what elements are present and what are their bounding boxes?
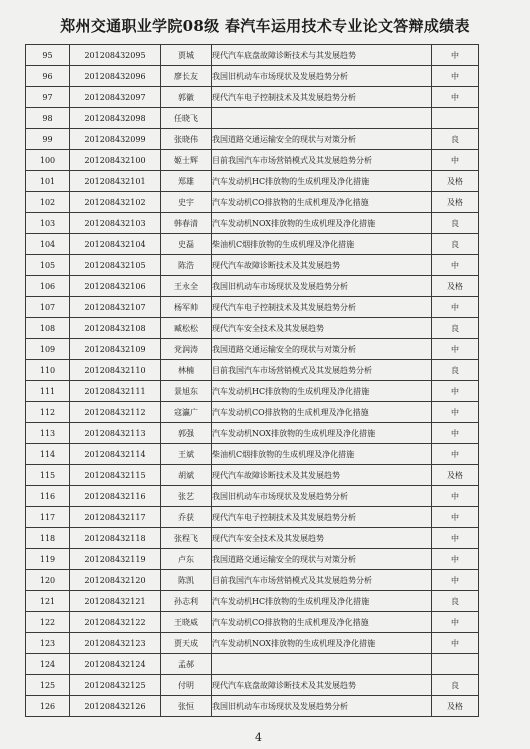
student-id: 201208432112	[70, 402, 161, 423]
thesis-topic: 我国道路交通运输安全的现状与对策分析	[212, 339, 432, 360]
row-number: 98	[26, 108, 70, 129]
student-id: 201208432124	[70, 654, 161, 675]
student-name: 张晓伟	[161, 129, 212, 150]
student-id: 201208432122	[70, 612, 161, 633]
defense-grade: 中	[432, 297, 479, 318]
defense-grade: 良	[432, 591, 479, 612]
student-id: 201208432118	[70, 528, 161, 549]
defense-grade: 中	[432, 612, 479, 633]
row-number: 126	[26, 696, 70, 717]
thesis-topic: 汽车发动机CO排放物的生成机理及净化措施	[212, 192, 432, 213]
student-id: 201208432117	[70, 507, 161, 528]
student-name: 乔获	[161, 507, 212, 528]
thesis-topic: 目前我国汽车市场营销模式及其发展趋势分析	[212, 360, 432, 381]
student-id: 201208432110	[70, 360, 161, 381]
row-number: 122	[26, 612, 70, 633]
table-row	[26, 696, 479, 717]
student-id: 201208432100	[70, 150, 161, 171]
student-name: 党润涛	[161, 339, 212, 360]
table-row	[26, 612, 479, 633]
row-number: 115	[26, 465, 70, 486]
student-id: 201208432104	[70, 234, 161, 255]
thesis-topic: 汽车发动机HC排放物的生成机理及净化措施	[212, 591, 432, 612]
row-number: 120	[26, 570, 70, 591]
thesis-topic: 现代汽车电子控制技术及其发展趋势分析	[212, 87, 432, 108]
defense-grade: 中	[432, 444, 479, 465]
row-number: 123	[26, 633, 70, 654]
student-id: 201208432114	[70, 444, 161, 465]
student-name: 张恒	[161, 696, 212, 717]
student-id: 201208432096	[70, 66, 161, 87]
table-row	[26, 339, 479, 360]
student-name: 付明	[161, 675, 212, 696]
thesis-topic: 我国旧机动车市场现状及发展趋势分析	[212, 696, 432, 717]
thesis-topic: 现代汽车电子控制技术及其发展趋势分析	[212, 297, 432, 318]
table-row	[26, 528, 479, 549]
table-row	[26, 423, 479, 444]
student-name: 张艺	[161, 486, 212, 507]
table-row	[26, 318, 479, 339]
defense-grade: 及格	[432, 696, 479, 717]
defense-grade: 及格	[432, 276, 479, 297]
table-row	[26, 297, 479, 318]
thesis-topic: 现代汽车故障诊断技术及其发展趋势	[212, 255, 432, 276]
thesis-topic: 我国道路交通运输安全的现状与对策分析	[212, 129, 432, 150]
row-number: 113	[26, 423, 70, 444]
student-name: 卢东	[161, 549, 212, 570]
row-number: 110	[26, 360, 70, 381]
row-number: 117	[26, 507, 70, 528]
thesis-topic: 汽车发动机NOX排放物的生成机理及净化措施	[212, 213, 432, 234]
page-number: 4	[255, 731, 262, 744]
table-row	[26, 192, 479, 213]
table-row	[26, 360, 479, 381]
row-number: 107	[26, 297, 70, 318]
student-name: 杨军帅	[161, 297, 212, 318]
page-title: 郑州交通职业学院08级 春汽车运用技术专业论文答辩成绩表	[60, 17, 470, 35]
row-number: 97	[26, 87, 70, 108]
row-number: 121	[26, 591, 70, 612]
thesis-topic: 汽车发动机HC排放物的生成机理及净化措施	[212, 171, 432, 192]
defense-grade: 中	[432, 381, 479, 402]
defense-grade: 中	[432, 45, 479, 66]
thesis-topic: 我国旧机动车市场现状及发展趋势分析	[212, 276, 432, 297]
student-name: 贾城	[161, 45, 212, 66]
thesis-topic: 柴油机C烟排放物的生成机理及净化措施	[212, 444, 432, 465]
student-id: 201208432102	[70, 192, 161, 213]
defense-grade: 中	[432, 486, 479, 507]
defense-grade	[432, 108, 479, 129]
row-number: 119	[26, 549, 70, 570]
student-name: 任晓飞	[161, 108, 212, 129]
table-row	[26, 465, 479, 486]
row-number: 96	[26, 66, 70, 87]
row-number: 95	[26, 45, 70, 66]
row-number: 109	[26, 339, 70, 360]
student-id: 201208432116	[70, 486, 161, 507]
defense-grade: 良	[432, 234, 479, 255]
table-row	[26, 570, 479, 591]
thesis-topic: 目前我国汽车市场营销模式及其发展趋势分析	[212, 570, 432, 591]
thesis-topic: 汽车发动机CO排放物的生成机理及净化措施	[212, 612, 432, 633]
student-id: 201208432111	[70, 381, 161, 402]
row-number: 105	[26, 255, 70, 276]
defense-grade: 及格	[432, 465, 479, 486]
row-number: 108	[26, 318, 70, 339]
row-number: 112	[26, 402, 70, 423]
table-row	[26, 213, 479, 234]
thesis-topic: 我国旧机动车市场现状及发展趋势分析	[212, 66, 432, 87]
table-row	[26, 444, 479, 465]
student-name: 景旭东	[161, 381, 212, 402]
defense-grade	[432, 654, 479, 675]
student-name: 孙志利	[161, 591, 212, 612]
student-id: 201208432103	[70, 213, 161, 234]
thesis-topic: 柴油机C烟排放物的生成机理及净化措施	[212, 234, 432, 255]
student-name: 史宇	[161, 192, 212, 213]
defense-grade: 良	[432, 213, 479, 234]
row-number: 104	[26, 234, 70, 255]
row-number: 125	[26, 675, 70, 696]
table-row	[26, 45, 479, 66]
student-id: 201208432095	[70, 45, 161, 66]
table-row	[26, 402, 479, 423]
row-number: 116	[26, 486, 70, 507]
table-row	[26, 633, 479, 654]
table-row	[26, 507, 479, 528]
thesis-topic: 汽车发动机NOX排放物的生成机理及净化措施	[212, 633, 432, 654]
student-id: 201208432119	[70, 549, 161, 570]
student-id: 201208432121	[70, 591, 161, 612]
student-id: 201208432113	[70, 423, 161, 444]
table-row	[26, 255, 479, 276]
student-name: 廖长友	[161, 66, 212, 87]
student-id: 201208432098	[70, 108, 161, 129]
defense-grade: 中	[432, 339, 479, 360]
student-name: 史磊	[161, 234, 212, 255]
defense-grade: 及格	[432, 171, 479, 192]
student-id: 201208432109	[70, 339, 161, 360]
defense-grade: 中	[432, 528, 479, 549]
student-id: 201208432126	[70, 696, 161, 717]
student-name: 韩春清	[161, 213, 212, 234]
table-row	[26, 675, 479, 696]
row-number: 124	[26, 654, 70, 675]
student-id: 201208432097	[70, 87, 161, 108]
student-name: 张程飞	[161, 528, 212, 549]
thesis-topic: 我国道路交通运输安全的现状与对策分析	[212, 549, 432, 570]
row-number: 103	[26, 213, 70, 234]
thesis-topic: 现代汽车安全技术及其发展趋势	[212, 318, 432, 339]
thesis-topic: 我国旧机动车市场现状及发展趋势分析	[212, 486, 432, 507]
student-id: 201208432106	[70, 276, 161, 297]
thesis-topic: 汽车发动机CO排放物的生成机理及净化措施	[212, 402, 432, 423]
student-id: 201208432125	[70, 675, 161, 696]
defense-grade: 中	[432, 570, 479, 591]
student-name: 王永全	[161, 276, 212, 297]
table-row	[26, 234, 479, 255]
student-name: 王晓威	[161, 612, 212, 633]
table-row	[26, 486, 479, 507]
student-id: 201208432101	[70, 171, 161, 192]
table-row	[26, 276, 479, 297]
defense-grade: 良	[432, 318, 479, 339]
row-number: 118	[26, 528, 70, 549]
student-name: 寇瀛广	[161, 402, 212, 423]
table-row	[26, 129, 479, 150]
defense-grade: 中	[432, 87, 479, 108]
table-row	[26, 87, 479, 108]
student-name: 贾天成	[161, 633, 212, 654]
table-row	[26, 171, 479, 192]
student-id: 201208432115	[70, 465, 161, 486]
defense-grade: 中	[432, 507, 479, 528]
row-number: 99	[26, 129, 70, 150]
table-row	[26, 381, 479, 402]
row-number: 100	[26, 150, 70, 171]
row-number: 114	[26, 444, 70, 465]
table-row	[26, 654, 479, 675]
defense-grade: 中	[432, 66, 479, 87]
thesis-topic	[212, 108, 432, 129]
student-id: 201208432107	[70, 297, 161, 318]
student-id: 201208432108	[70, 318, 161, 339]
student-id: 201208432105	[70, 255, 161, 276]
student-name: 郭徽	[161, 87, 212, 108]
table-row	[26, 591, 479, 612]
row-number: 101	[26, 171, 70, 192]
thesis-topic	[212, 654, 432, 675]
defense-grade: 良	[432, 675, 479, 696]
defense-grade: 中	[432, 423, 479, 444]
table-row	[26, 150, 479, 171]
thesis-topic: 现代汽车底盘故障诊断技术与其发展趋势	[212, 45, 432, 66]
thesis-topic: 现代汽车安全技术及其发展趋势	[212, 528, 432, 549]
student-name: 林楠	[161, 360, 212, 381]
student-id: 201208432123	[70, 633, 161, 654]
row-number: 111	[26, 381, 70, 402]
thesis-topic: 汽车发动机HC排放物的生成机理及净化措施	[212, 381, 432, 402]
table-row	[26, 549, 479, 570]
table-row	[26, 108, 479, 129]
student-name: 臧松松	[161, 318, 212, 339]
thesis-topic: 现代汽车底盘故障诊断技术及其发展趋势	[212, 675, 432, 696]
student-id: 201208432099	[70, 129, 161, 150]
defense-grade: 中	[432, 633, 479, 654]
student-name: 郑雄	[161, 171, 212, 192]
thesis-topic: 目前我国汽车市场营销模式及其发展趋势分析	[212, 150, 432, 171]
student-name: 王斌	[161, 444, 212, 465]
student-id: 201208432120	[70, 570, 161, 591]
row-number: 102	[26, 192, 70, 213]
defense-grade: 中	[432, 255, 479, 276]
row-number: 106	[26, 276, 70, 297]
defense-grade: 及格	[432, 192, 479, 213]
defense-grade: 良	[432, 129, 479, 150]
thesis-topic: 现代汽车电子控制技术及其发展趋势分析	[212, 507, 432, 528]
defense-grade: 中	[432, 402, 479, 423]
student-name: 胡斌	[161, 465, 212, 486]
grades-table	[25, 44, 479, 717]
defense-grade: 中	[432, 150, 479, 171]
student-name: 陈凯	[161, 570, 212, 591]
thesis-topic: 现代汽车故障诊断技术及其发展趋势	[212, 465, 432, 486]
student-name: 郭强	[161, 423, 212, 444]
student-name: 陈浩	[161, 255, 212, 276]
defense-grade: 中	[432, 549, 479, 570]
thesis-topic: 汽车发动机NOX排放物的生成机理及净化措施	[212, 423, 432, 444]
student-name: 姬士辉	[161, 150, 212, 171]
defense-grade: 良	[432, 360, 479, 381]
table-row	[26, 66, 479, 87]
student-name: 孟郝	[161, 654, 212, 675]
